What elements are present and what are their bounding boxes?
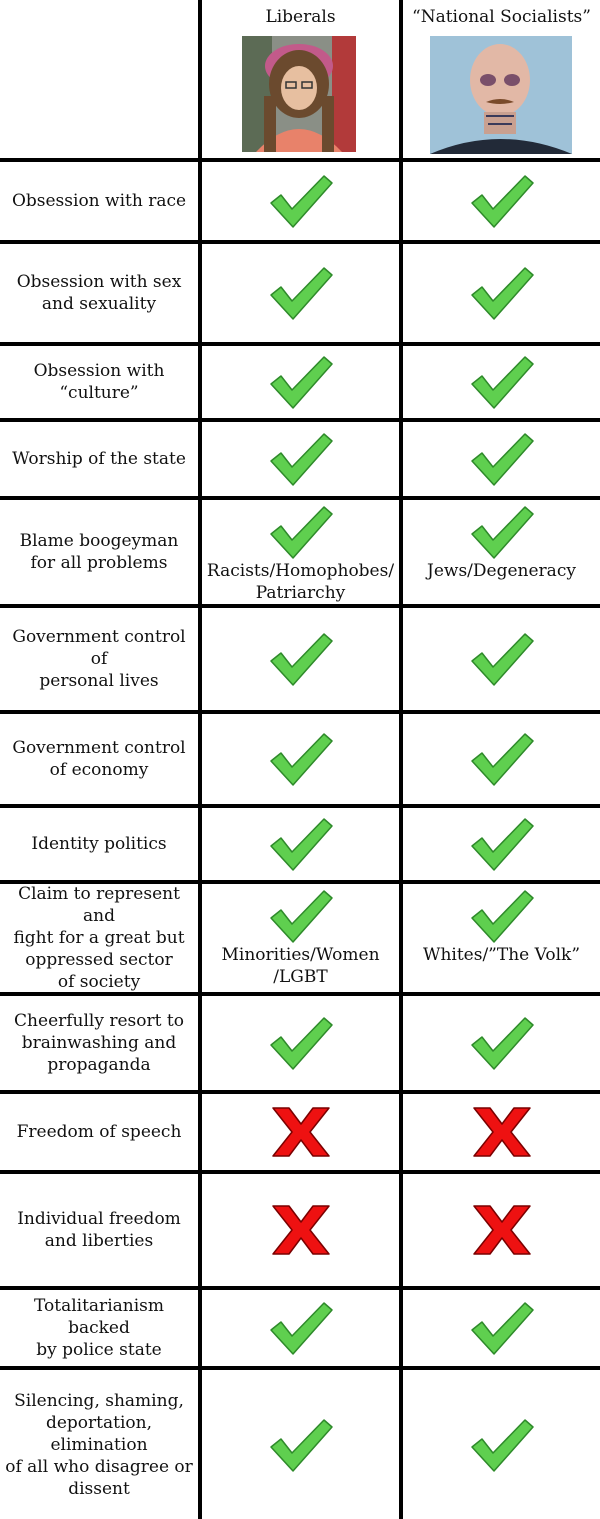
liberals-mark-cell	[202, 608, 399, 710]
table-column-divider	[198, 0, 202, 1519]
row-label-cell	[0, 608, 198, 710]
row-label: Government control of economy	[12, 738, 186, 780]
checkmark-icon	[469, 816, 535, 872]
national-socialists-boogeyman-note: Whites/”The Volk”	[422, 945, 581, 965]
national-socialists-mark-cell	[403, 714, 600, 804]
checkmark-icon	[469, 504, 535, 560]
table-row-divider	[0, 604, 600, 608]
row-label-cell	[0, 422, 198, 496]
liberals-mark-cell	[202, 1290, 399, 1366]
row-label-cell	[0, 162, 198, 240]
checkmark-icon	[469, 731, 535, 787]
checkmark-icon	[469, 1015, 535, 1071]
liberals-mark-cell	[202, 996, 399, 1090]
table-row-divider	[0, 342, 600, 346]
row-label: Blame boogeyman for all problems	[19, 531, 179, 573]
checkmark-icon	[469, 888, 535, 944]
national-socialists-mark-cell	[403, 996, 600, 1090]
liberals-mark-cell	[202, 244, 399, 342]
checkmark-icon	[469, 1417, 535, 1473]
national-socialists-mark-cell	[403, 608, 600, 710]
liberals-mark-cell	[202, 346, 399, 418]
national-socialists-mark-cell	[403, 1094, 600, 1170]
x-mark-icon	[470, 1202, 534, 1258]
table-row-divider	[0, 1170, 600, 1174]
x-mark-icon	[269, 1104, 333, 1160]
checkmark-icon	[268, 816, 334, 872]
checkmark-icon	[469, 431, 535, 487]
table-row-divider	[0, 804, 600, 808]
checkmark-icon	[268, 354, 334, 410]
checkmark-icon	[469, 265, 535, 321]
liberals-mark-cell	[202, 1174, 399, 1286]
national-socialists-mark-cell	[403, 346, 600, 418]
row-label-cell	[0, 1290, 198, 1366]
national-socialists-mark-cell	[403, 1290, 600, 1366]
table-row-divider	[0, 1286, 600, 1290]
row-label-cell	[0, 500, 198, 604]
row-label: Government control of personal lives	[12, 627, 186, 691]
row-label: Worship of the state	[12, 449, 186, 469]
row-label-cell	[0, 884, 198, 992]
checkmark-icon	[268, 1015, 334, 1071]
checkmark-icon	[268, 631, 334, 687]
table-row-divider	[0, 158, 600, 162]
checkmark-icon	[469, 354, 535, 410]
checkmark-icon	[268, 431, 334, 487]
row-label-cell	[0, 1094, 198, 1170]
liberals-mark-cell	[202, 1370, 399, 1519]
table-row-divider	[0, 1090, 600, 1094]
row-label: Freedom of speech	[16, 1122, 182, 1142]
row-label-cell	[0, 808, 198, 880]
checkmark-icon	[268, 888, 334, 944]
row-label: Obsession with “culture”	[33, 361, 165, 403]
table-row-divider	[0, 992, 600, 996]
row-label-cell	[0, 996, 198, 1090]
row-label: Totalitarianism backed by police state	[34, 1296, 164, 1360]
checkmark-icon	[268, 1300, 334, 1356]
national-socialists-boogeyman-note: Jews/Degeneracy	[427, 561, 576, 581]
table-row-divider	[0, 880, 600, 884]
mugshot-photo	[430, 36, 572, 154]
national-socialists-mark-cell	[403, 422, 600, 496]
checkmark-icon	[268, 265, 334, 321]
x-mark-icon	[470, 1104, 534, 1160]
table-row-divider	[0, 418, 600, 422]
row-label: Obsession with race	[11, 191, 187, 211]
liberals-mark-cell	[202, 422, 399, 496]
liberal-portrait-photo	[242, 36, 356, 152]
liberals-mark-cell	[202, 714, 399, 804]
table-row-divider	[0, 496, 600, 500]
liberals-boogeyman-note: Racists/Homophobes/ Patriarchy	[206, 561, 395, 603]
table-column-divider	[399, 0, 403, 1519]
row-label-cell	[0, 714, 198, 804]
checkmark-icon	[469, 1300, 535, 1356]
table-row-divider	[0, 240, 600, 244]
x-mark-icon	[269, 1202, 333, 1258]
checkmark-icon	[469, 631, 535, 687]
checkmark-icon	[268, 173, 334, 229]
table-row-divider	[0, 710, 600, 714]
national-socialists-mark-cell	[403, 808, 600, 880]
row-label: Cheerfully resort to brainwashing and propaganda	[14, 1011, 184, 1075]
row-label-cell	[0, 346, 198, 418]
liberals-mark-cell	[202, 1094, 399, 1170]
liberals-boogeyman-note: Minorities/Women /LGBT	[221, 945, 380, 987]
table-row-divider	[0, 1366, 600, 1370]
header-national-socialists	[403, 0, 600, 158]
checkmark-icon	[268, 1417, 334, 1473]
national-socialists-mark-cell	[403, 1370, 600, 1519]
row-label-cell	[0, 244, 198, 342]
row-label-cell	[0, 1174, 198, 1286]
row-label-cell	[0, 1370, 198, 1519]
liberals-mark-cell	[202, 500, 399, 604]
row-label: Claim to represent and fight for a great but oppressed sector of society	[13, 884, 185, 992]
national-socialists-mark-cell	[403, 1174, 600, 1286]
row-label: Individual freedom and liberties	[17, 1209, 181, 1251]
liberals-mark-cell	[202, 808, 399, 880]
checkmark-icon	[469, 173, 535, 229]
row-label: Identity politics	[31, 834, 167, 854]
checkmark-icon	[268, 731, 334, 787]
national-socialists-mark-cell	[403, 162, 600, 240]
row-label: Silencing, shaming, deportation, elimination of all who disagree or dissent	[5, 1390, 193, 1499]
header-empty-cell	[0, 0, 198, 158]
liberals-mark-cell	[202, 884, 399, 992]
checkmark-icon	[268, 504, 334, 560]
national-socialists-mark-cell	[403, 500, 600, 604]
national-socialists-mark-cell	[403, 884, 600, 992]
header-liberals	[202, 0, 399, 158]
column-title-liberals: Liberals	[265, 7, 336, 27]
row-label: Obsession with sex and sexuality	[16, 272, 182, 314]
national-socialists-mark-cell	[403, 244, 600, 342]
column-title-national-socialists: “National Socialists”	[412, 7, 591, 27]
liberals-mark-cell	[202, 162, 399, 240]
